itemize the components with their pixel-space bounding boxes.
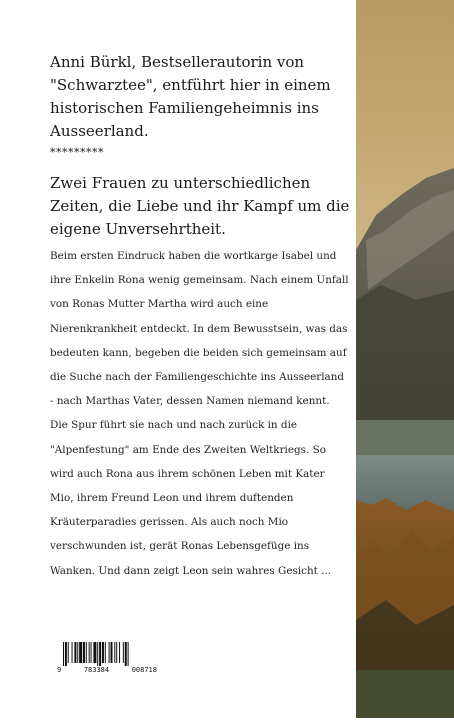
subtitle-paragraph: Zwei Frauen zu unterschiedlichen Zeiten, die Liebe und ihr Kampf um die eigene Unversehrtheit. <box>50 174 350 238</box>
barcode-digit-prefix: 9 <box>57 666 62 674</box>
barcode-digits <box>57 666 157 674</box>
isbn-barcode <box>57 642 157 678</box>
blurb-paragraph: Beim ersten Eindruck haben die wortkarge Isabel und ihre Enkelin Rona wenig gemeinsam. Nach einem Unfall von Ronas Mutter Martha wird auch eine Nierenkrankheit entdeckt. In dem Bewusstsein, was das bedeuten kann, begeben die beiden sich gemeinsam auf die Suche nach der Familiengeschichte ins Ausseerland - nach Marthas Vater, dessen Namen niemand kennt. Die Spur führt sie nach und nach zurück in die "Alpenfestung" am Ende des Zweiten Weltkriegs. So wird auch Rona aus ihrem schönen Leben mit Kater Mio, ihrem Freund Leon und ihrem duftenden Kräuterparadies gerissen. Als auch noch Mio verschwunden ist, gerät Ronas Lebensgefüge ins Wanken. Und dann zeigt Leon sein wahres Gesicht ... <box>50 250 349 577</box>
landscape-photo-icon <box>356 0 454 718</box>
barcode-digit-group-right: 008718 <box>131 666 157 674</box>
separator-stars: ********* <box>50 146 104 159</box>
intro-paragraph: Anni Bürkl, Bestsellerautorin von "Schwarztee", entführt hier in einem historischen Familiengeheimnis ins Ausseerland. <box>50 53 331 140</box>
barcode-digit-group-left: 783384 <box>83 666 110 674</box>
cover-photo-mountain-lake <box>356 0 454 718</box>
barcode-bars-icon <box>57 642 157 666</box>
